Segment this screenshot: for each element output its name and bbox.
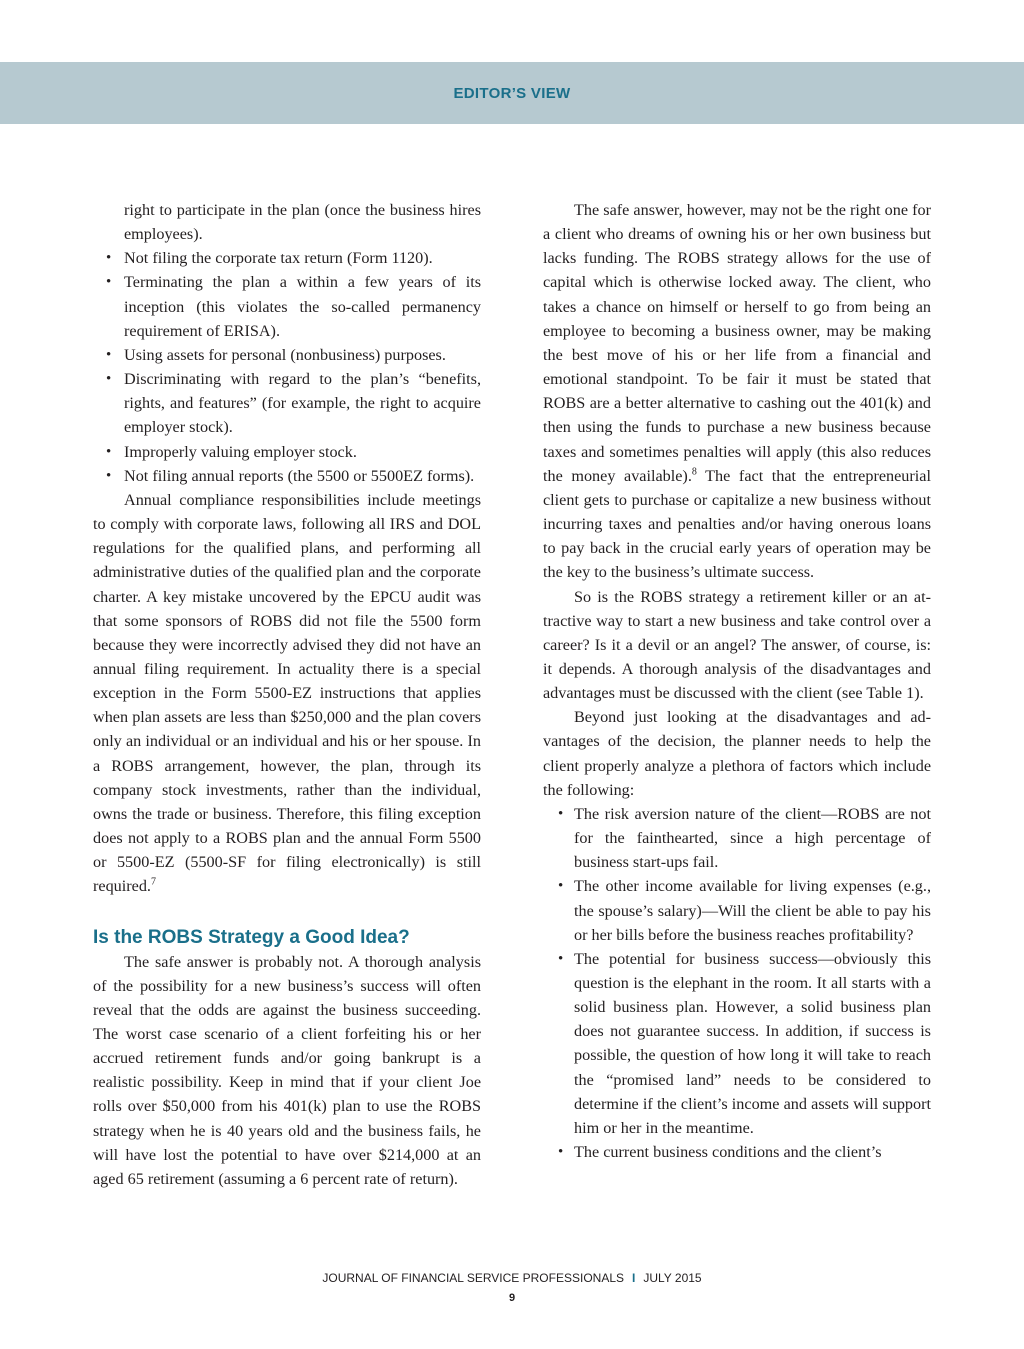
list-item: • Not filing annual reports (the 5500 or 5500EZ forms). bbox=[93, 464, 481, 488]
question-paragraph: So is the ROBS strategy a retirement killer or an attractive way to start a new business and take control over a career? Is it a devil or an angel? The answer, of course, is: it depends. A thorough analysis of the disadvantages and advantages must be discussed with the client (see Table 1). bbox=[543, 587, 931, 703]
page-footer bbox=[0, 1271, 1024, 1285]
issue-date: JULY 2015 bbox=[643, 1271, 702, 1285]
section-label: EDITOR’S VIEW bbox=[453, 85, 571, 102]
list-item: • The risk aversion nature of the client—ROBS are not for the fainthearted, since a high percentage of business start-ups fail. bbox=[543, 802, 931, 874]
list-item: • The current business conditions and the client’s bbox=[543, 1140, 931, 1164]
list-item: • The potential for business success—obviously this question is the elephant in the room. It all starts with a solid business plan. However, a solid business plan does not guarantee success. In addition, if success is possible, the question of how long it will take to reach the “promised land” needs to be considered to determine if the client’s income and assets will support him or her in the meantime. bbox=[543, 947, 931, 1140]
paragraph-text: The safe answer, however, may not be the right one for a client who dreams of owning his or her own business but lacks funding. The ROBS strategy allows for the use of capital which is otherwise locked away. The client, who takes a chance on himself or herself to go from being an employee to becoming a business owner, may be making the best move of his or her life from a financial and emotional standpoint. To be fair it must be stated that ROBS are a better alternative to cashing out the 401(k) and then using the funds to purchase a new business because taxes and sometimes penalties will apply (this also reduces the money available). bbox=[543, 201, 931, 485]
list-item: • Improperly valuing employer stock. bbox=[93, 440, 481, 464]
journal-name: JOURNAL OF FINANCIAL SERVICE PROFESSIONALS bbox=[322, 1271, 624, 1285]
answer-paragraph: The safe answer is probably not. A thorough analysis of the possibility for a new business’s success will often reveal that the odds are against the business succeeding. The worst case scenario of a client forfeiting his or her accrued retirement funds and/or going bankrupt is a realistic possibility. Keep in mind that if your client Joe rolls over $50,000 from his 401(k) plan to use the ROBS strategy when he is 40 years old and the business fails, he will have lost the potential to have over $214,000 at an aged 65 retirement (assuming a 6 percent rate of return). bbox=[93, 952, 481, 1188]
paragraph-text: The fact that the entrepreneurial client gets to purchase or capitalize a new business without incurring taxes and penalties and/or having onerous loans to pay back in the crucial early years of operation may be the key to the business’s ultimate success. bbox=[543, 466, 931, 582]
footnote-ref: 8 bbox=[691, 466, 697, 478]
compliance-paragraph bbox=[93, 488, 481, 899]
right-bullet-list bbox=[543, 802, 931, 1164]
list-item: • Discriminating with regard to the plan’s “benefits, rights, and features” (for example, the right to acquire employer stock). bbox=[93, 367, 481, 439]
right-column bbox=[543, 198, 931, 1164]
paragraph-text: Annual compliance responsibilities include meetings to comply with corporate laws, following all IRS and DOL regulations for the qualified plans, and performing all administrative duties of the qualified plan and the corporate charter. A key mistake uncovered by the EPCU audit was that some sponsors of ROBS did not file the 5500 form because they were incorrectly advised they did not have an annual filing requirement. In actuality there is a special exception in the Form 5500-EZ instructions that applies when plan assets are less than $250,000 and the plan covers only an individual or an individual and his or her spouse. In a ROBS arrangement, however, the plan, through its company stock investments, rather than the individual, owns the trade or business. Therefore, this filing exception does not apply to a ROBS plan and the annual Form 5500 or 5500-EZ (5500-SF for filing electronically) is still required. bbox=[93, 490, 481, 896]
safe-answer-paragraph bbox=[543, 198, 931, 585]
page-number: 9 bbox=[508, 1292, 516, 1304]
left-column bbox=[93, 198, 481, 1191]
list-item: • Not filing the corporate tax return (Form 1120). bbox=[93, 246, 481, 270]
footer-separator: I bbox=[632, 1271, 636, 1285]
section-heading: Is the ROBS Strategy a Good Idea? bbox=[93, 926, 410, 948]
list-item: • Using assets for personal (nonbusiness) purposes. bbox=[93, 343, 481, 367]
continued-bullet-text: right to participate in the plan (once the business hires employees). bbox=[124, 201, 481, 244]
footnote-ref: 7 bbox=[150, 876, 156, 888]
factors-paragraph: Beyond just looking at the disadvantages and advantages of the decision, the planner needs to help the client properly analyze a plethora of factors which include the following: bbox=[543, 708, 931, 799]
left-bullet-list bbox=[93, 246, 481, 488]
list-item: • Terminating the plan a within a few years of its inception (this violates the so-called permanency requirement of ERISA). bbox=[93, 270, 481, 342]
list-item: • The other income available for living expenses (e.g., the spouse’s salary)—Will the client be able to pay his or her bills before the business reaches profitability? bbox=[543, 874, 931, 946]
